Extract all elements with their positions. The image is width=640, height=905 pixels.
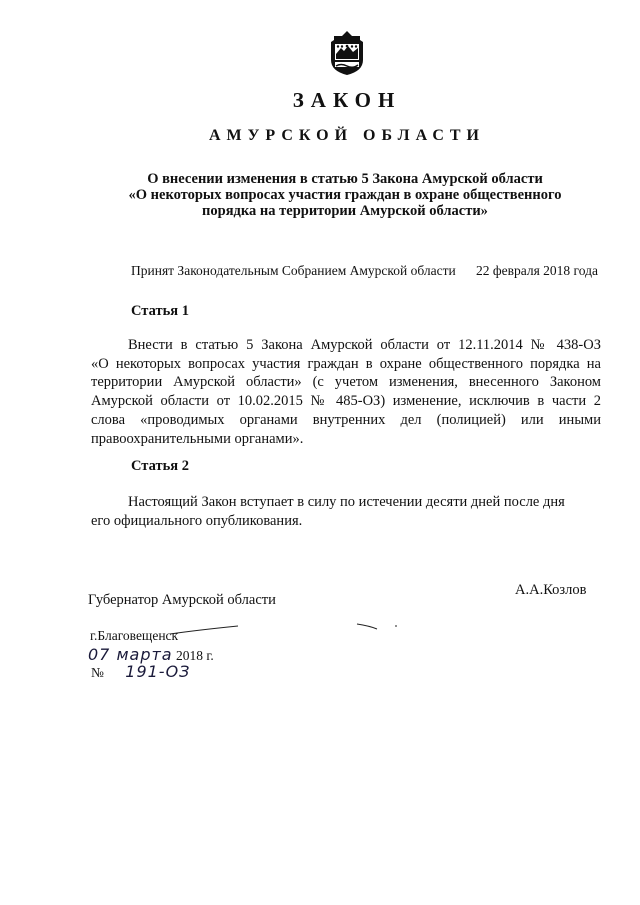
heading-line: О внесении изменения в статью 5 Закона Амурской области xyxy=(147,171,543,187)
article-line: «О некоторых вопросах участия граждан в охране общественного порядка на xyxy=(91,355,601,372)
city-name: г.Благовещенск xyxy=(90,628,179,643)
article-line: правоохранительными органами». xyxy=(91,430,304,447)
coat-of-arms-icon xyxy=(327,30,367,76)
article-line: Амурской области от 10.02.2015 № 485-ОЗ) изменение, исключив в части 2 xyxy=(91,393,601,410)
document-title: ЗАКОН xyxy=(292,88,402,112)
signature-stroke xyxy=(355,620,415,634)
document-subtitle: АМУРСКОЙ ОБЛАСТИ xyxy=(209,127,485,144)
handwritten-date: 07 марта xyxy=(88,645,173,664)
underline-stroke xyxy=(168,624,240,636)
article-line: Внести в статью 5 Закона Амурской области от 12.11.2014 № 438-ОЗ xyxy=(128,337,601,353)
adoption-date: 22 февраля 2018 года xyxy=(476,263,598,278)
handwritten-number: 191-ОЗ xyxy=(125,662,191,681)
heading-line: порядка на территории Амурской области» xyxy=(202,203,488,219)
article-2-text xyxy=(91,493,601,530)
law-heading xyxy=(105,171,585,219)
article-line: слова «проводимых органами внутренних дел (полицией) или иными xyxy=(91,411,601,428)
article-1-text xyxy=(91,336,601,448)
article-line: территории Амурской области» (с учетом изменения, внесенного Законом xyxy=(91,374,601,391)
adoption-text: Принят Законодательным Собранием Амурской области xyxy=(131,263,456,278)
heading-line: «О некоторых вопросах участия граждан в охране общественного xyxy=(128,187,562,203)
governor-position: Губернатор Амурской области xyxy=(88,592,276,608)
adoption-line xyxy=(131,263,601,279)
article-2-title: Статья 2 xyxy=(131,458,189,474)
article-line: его официального опубликования. xyxy=(91,512,303,529)
article-line: Настоящий Закон вступает в силу по истечении десяти дней после дня xyxy=(128,494,565,510)
number-label: № xyxy=(91,665,104,680)
law-number xyxy=(91,662,190,681)
article-1-title: Статья 1 xyxy=(131,303,189,319)
signing-year: 2018 г. xyxy=(175,648,214,663)
governor-name: А.А.Козлов xyxy=(515,582,587,598)
